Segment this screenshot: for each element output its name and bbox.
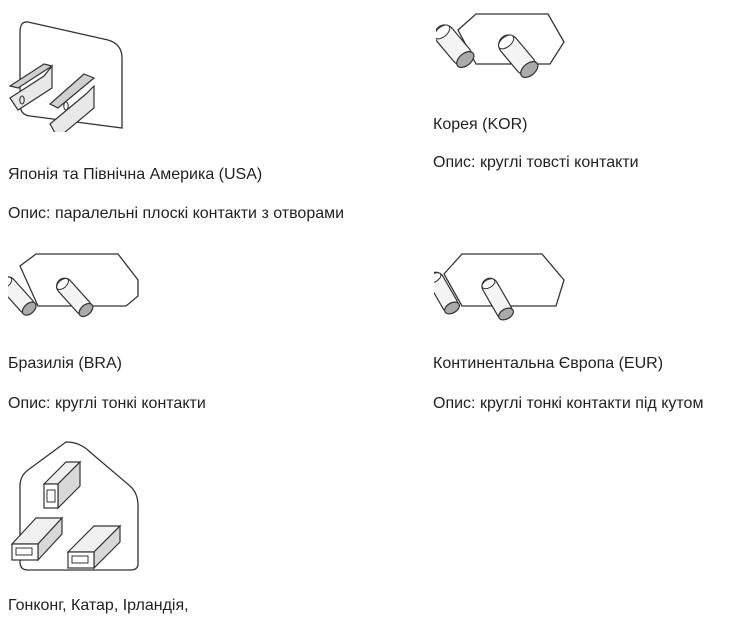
europe-plug-icon bbox=[434, 250, 568, 328]
brazil-plug-icon bbox=[8, 250, 142, 328]
plug-description-eur: Опис: круглі тонкі контакти під кутом bbox=[433, 395, 704, 412]
plug-name-kor: Корея (KOR) bbox=[433, 116, 528, 133]
plug-name-usa: Японія та Північна Америка (USA) bbox=[8, 166, 263, 183]
korea-plug-icon bbox=[436, 10, 568, 88]
plug-block-eur bbox=[420, 240, 738, 420]
uk-plug-icon bbox=[6, 440, 140, 572]
plug-block-usa bbox=[0, 0, 400, 230]
plug-block-bra bbox=[0, 240, 400, 420]
plug-block-uk bbox=[0, 440, 400, 622]
plug-description-bra: Опис: круглі тонкі контакти bbox=[8, 395, 206, 412]
plug-name-uk: Гонконг, Катар, Ірландія, bbox=[8, 597, 189, 614]
plug-name-bra: Бразилія (BRA) bbox=[8, 355, 122, 372]
plug-block-kor bbox=[420, 0, 738, 200]
us-plug-icon bbox=[8, 16, 130, 132]
plug-name-eur: Континентальна Європа (EUR) bbox=[433, 355, 664, 372]
plug-description-kor: Опис: круглі товсті контакти bbox=[433, 154, 639, 171]
plug-description-usa: Опис: паралельні плоскі контакти з отворами bbox=[8, 205, 345, 222]
